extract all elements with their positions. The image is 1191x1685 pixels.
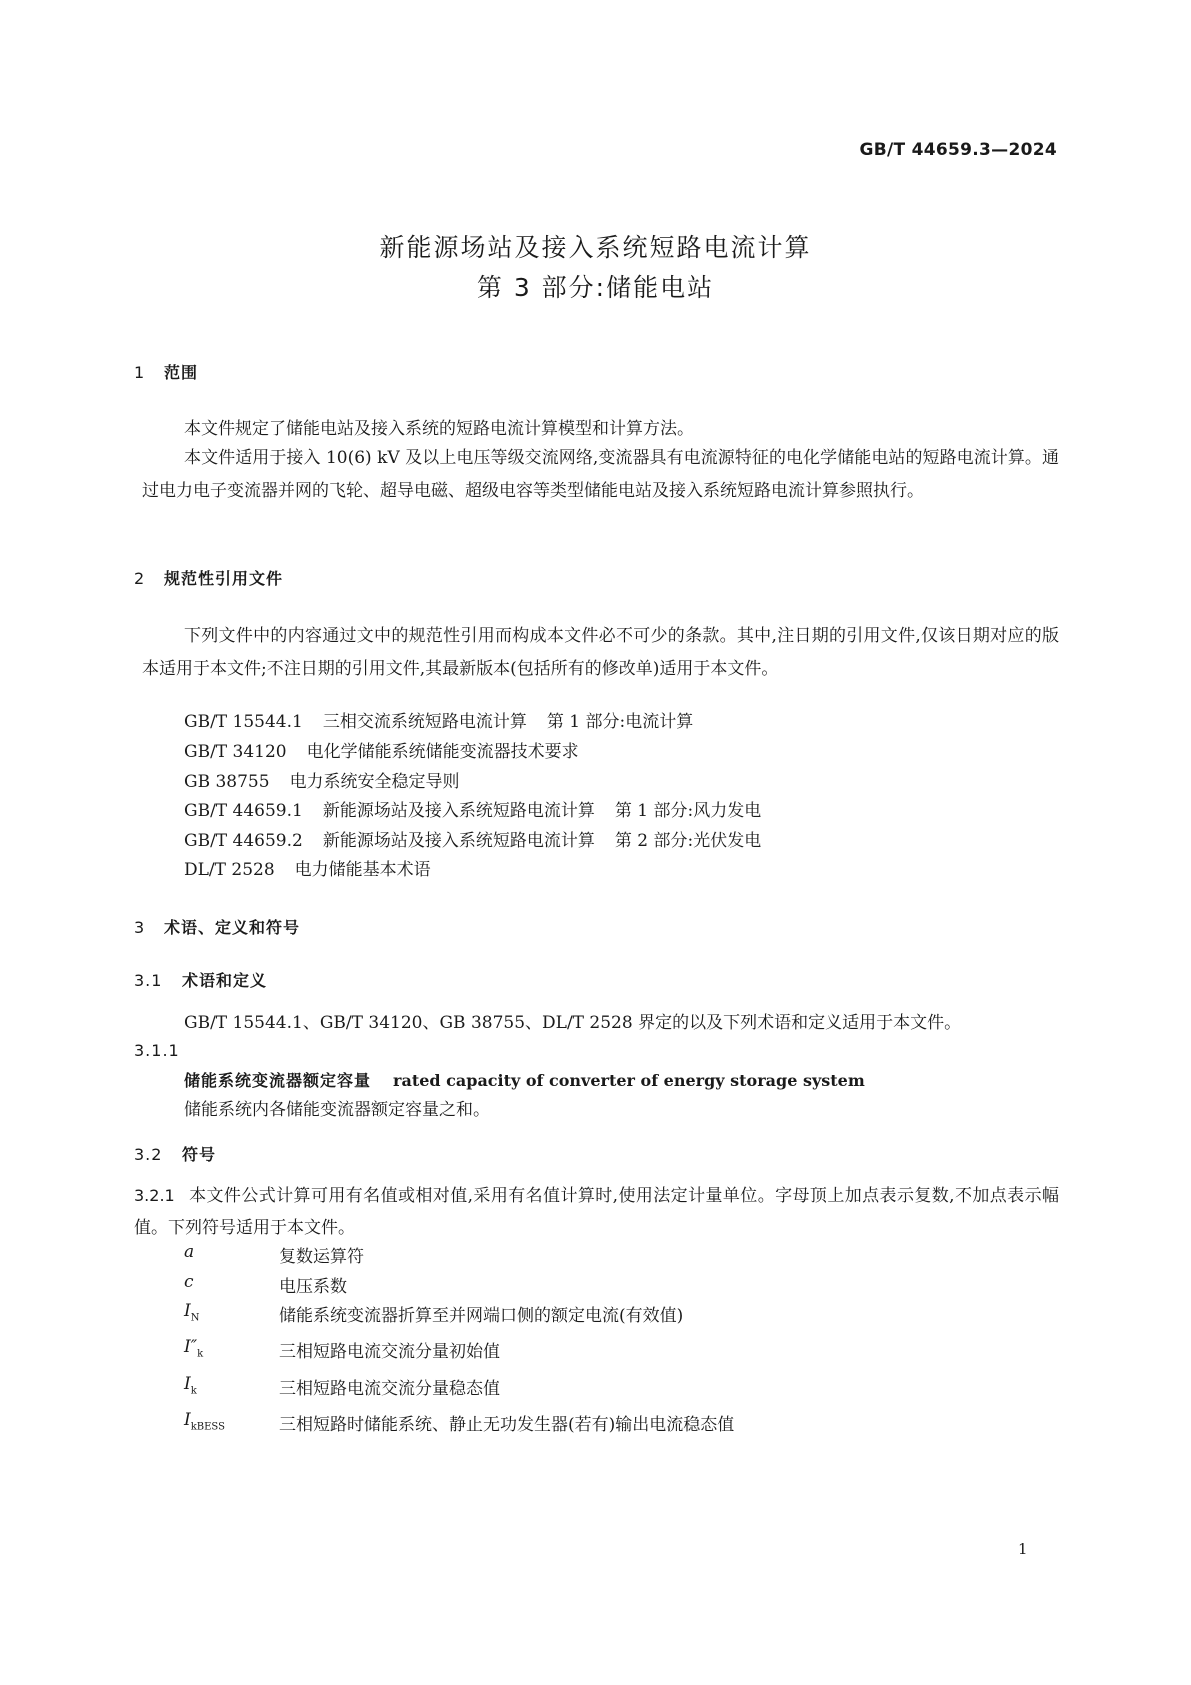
reference-part: 第 1 部分:风力发电 xyxy=(614,801,762,821)
symbol-description: 三相短路电流交流分量稳态值 xyxy=(279,1379,500,1399)
section-1-heading xyxy=(134,360,198,383)
reference-code: GB/T 34120 xyxy=(184,742,287,762)
symbol-description: 三相短路时储能系统、静止无功发生器(若有)输出电流稳态值 xyxy=(279,1415,735,1435)
reference-code: GB 38755 xyxy=(184,772,270,792)
reference-code: GB/T 15544.1 xyxy=(184,712,303,732)
reference-title: 三相交流系统短路电流计算 xyxy=(322,712,527,732)
reference-item xyxy=(184,796,761,821)
section-number: 3.1 xyxy=(134,971,163,990)
standard-number: GB/T 44659.3—2024 xyxy=(859,140,1057,160)
reference-item xyxy=(184,855,431,880)
term-chinese: 储能系统变流器额定容量 xyxy=(184,1071,372,1090)
section-number: 3 xyxy=(134,918,146,937)
symbol: $I_N$ xyxy=(184,1301,200,1324)
reference-title: 新能源场站及接入系统短路电流计算 xyxy=(322,801,595,821)
reference-item xyxy=(184,826,761,851)
clause-number: 3.2.1 xyxy=(134,1186,175,1205)
reference-item xyxy=(184,737,579,762)
symbol: $I_{kBESS}$ xyxy=(184,1410,225,1433)
section-title: 范围 xyxy=(164,363,199,382)
term-definition: 储能系统内各储能变流器额定容量之和。 xyxy=(184,1100,490,1120)
reference-item xyxy=(184,707,693,732)
reference-part: 第 1 部分:电流计算 xyxy=(546,712,694,732)
term-number: 3.1.1 xyxy=(134,1041,180,1060)
term-entry xyxy=(184,1066,865,1096)
reference-code: GB/T 44659.2 xyxy=(184,831,303,851)
reference-title: 电力系统安全稳定导则 xyxy=(289,772,460,792)
symbol: c xyxy=(184,1272,194,1292)
reference-title: 电力储能基本术语 xyxy=(294,860,431,880)
section-number: 3.2 xyxy=(134,1145,163,1164)
paragraph: 本文件规定了储能电站及接入系统的短路电流计算模型和计算方法。 xyxy=(184,419,694,439)
section-number: 2 xyxy=(134,569,146,588)
document-title-line-2: 第 3 部分:储能电站 xyxy=(476,273,715,302)
page-number: 1 xyxy=(1018,1540,1028,1558)
section-number: 1 xyxy=(134,363,146,382)
paragraph: 下列文件中的内容通过文中的规范性引用而构成本文件必不可少的条款。其中,注日期的引用文件,仅该日期对应的版本适用于本文件;不注日期的引用文件,其最新版本(包括所有的修改单)适用于本文件。 xyxy=(142,626,1059,679)
reference-part: 第 2 部分:光伏发电 xyxy=(614,831,762,851)
section-title: 术语和定义 xyxy=(182,971,268,990)
symbol-description: 电压系数 xyxy=(279,1277,347,1297)
symbol-description: 三相短路电流交流分量初始值 xyxy=(279,1342,500,1362)
document-title-line-1: 新能源场站及接入系统短路电流计算 xyxy=(379,233,812,262)
section-title: 规范性引用文件 xyxy=(164,569,284,588)
subsection-3-2-heading xyxy=(134,1142,216,1165)
clause-text: 本文件公式计算可用有名值或相对值,采用有名值计算时,使用法定计量单位。字母顶上加点表示复数,不加点表示幅值。下列符号适用于本文件。 xyxy=(134,1186,1059,1238)
symbol: $I_k$ xyxy=(184,1374,197,1397)
reference-title: 电化学储能系统储能变流器技术要求 xyxy=(306,742,579,762)
clause-3-2-1 xyxy=(134,1180,1059,1244)
subsection-3-1-heading xyxy=(134,968,267,991)
reference-title: 新能源场站及接入系统短路电流计算 xyxy=(322,831,595,851)
reference-item xyxy=(184,767,460,792)
reference-code: GB/T 44659.1 xyxy=(184,801,303,821)
symbol: $I''_k$ xyxy=(184,1337,204,1360)
section-2-heading xyxy=(134,566,283,589)
term-english: rated capacity of converter of energy storage system xyxy=(393,1071,865,1090)
symbol: a xyxy=(184,1242,195,1262)
paragraph: 本文件适用于接入 10(6) kV 及以上电压等级交流网络,变流器具有电流源特征的电化学储能电站的短路电流计算。通过电力电子变流器并网的飞轮、超导电磁、超级电容等类型储能电站及接入系统短路电流计算参照执行。 xyxy=(142,448,1059,501)
symbol-description: 复数运算符 xyxy=(279,1247,364,1267)
paragraph: GB/T 15544.1、GB/T 34120、GB 38755、DL/T 2528 界定的以及下列术语和定义适用于本文件。 xyxy=(184,1013,962,1033)
reference-code: DL/T 2528 xyxy=(184,860,275,880)
section-title: 符号 xyxy=(182,1145,217,1164)
symbol-description: 储能系统变流器折算至并网端口侧的额定电流(有效值) xyxy=(279,1306,684,1326)
section-title: 术语、定义和符号 xyxy=(164,918,301,937)
section-3-heading xyxy=(134,915,300,938)
